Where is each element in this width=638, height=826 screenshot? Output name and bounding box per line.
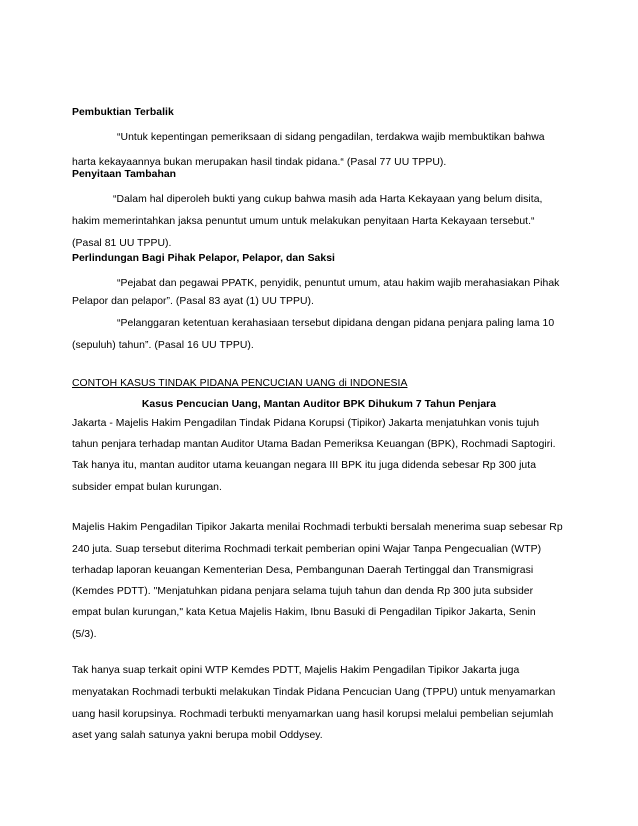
heading-contoh-kasus: CONTOH KASUS TINDAK PIDANA PENCUCIAN UANG di INDONESIA — [72, 378, 408, 389]
paragraph-1-line-1: Jakarta - Majelis Hakim Pengadilan Tindak Pidana Korupsi (Tipikor) Jakarta menjatuhkan vonis tujuh — [72, 418, 540, 429]
paragraph-2-line-1: Majelis Hakim Pengadilan Tipikor Jakarta menilai Rochmadi terbukti bersalah menerima suap sebesar Rp — [72, 522, 563, 533]
quote-pelanggaran-line-2: (sepuluh) tahun”. (Pasal 16 UU TPPU). — [72, 340, 254, 351]
paragraph-3-line-3: uang hasil korupsinya. Rochmadi terbukti menyamarkan uang hasil korupsi melalui pembelian sejumlah — [72, 709, 554, 720]
case-title: Kasus Pencucian Uang, Mantan Auditor BPK Dihukum 7 Tahun Penjara — [141, 399, 497, 410]
paragraph-1-line-2: tahun penjara terhadap mantan Auditor Utama Badan Pemeriksa Keuangan (BPK), Rochmadi Saptogiri. — [72, 439, 556, 450]
paragraph-1-line-3: Tak hanya itu, mantan auditor utama keuangan negara III BPK itu juga didenda sebesar Rp 300 juta — [72, 460, 537, 471]
heading-penyitaan-tambahan: Penyitaan Tambahan — [72, 169, 177, 180]
quote-pembuktian-line-2: harta kekayaannya bukan merupakan hasil tindak pidana.“ (Pasal 77 UU TPPU). — [72, 157, 447, 168]
paragraph-2-line-5: empat bulan kurungan," kata Ketua Majelis Hakim, Ibnu Basuki di Pengadilan Tipikor Jakarta, Senin — [72, 607, 536, 618]
heading-perlindungan: Perlindungan Bagi Pihak Pelapor, Pelapor, dan Saksi — [72, 253, 335, 264]
paragraph-2-line-4: (Kemdes PDTT). "Menjatuhkan pidana penjara selama tujuh tahun dan denda Rp 300 juta subsider — [72, 586, 534, 597]
quote-perlindungan-line-1: “Pejabat dan pegawai PPATK, penyidik, penuntut umum, atau hakim wajib merahasiakan Pihak — [117, 278, 560, 289]
paragraph-3-line-4: aset yang salah satunya yakni berupa mobil Oddysey. — [72, 730, 323, 741]
paragraph-2-line-6: (5/3). — [72, 629, 97, 640]
quote-perlindungan-line-2: Pelapor dan pelapor”. (Pasal 83 ayat (1) UU TPPU). — [72, 296, 314, 307]
quote-pelanggaran-line-1: “Pelanggaran ketentuan kerahasiaan tersebut dipidana dengan pidana penjara paling lama 10 — [117, 318, 555, 329]
quote-penyitaan-line-1: “Dalam hal diperoleh bukti yang cukup bahwa masih ada Harta Kekayaan yang belum disita, — [113, 194, 543, 205]
quote-penyitaan-line-2: hakim memerintahkan jaksa penuntut umum untuk melakukan penyitaan Harta Kekayaan tersebut.“ — [72, 216, 535, 227]
quote-penyitaan-line-3: (Pasal 81 UU TPPU). — [72, 238, 172, 249]
paragraph-2-line-2: 240 juta. Suap tersebut diterima Rochmadi terkait pemberian opini Wajar Tanpa Pengecualian (WTP) — [72, 544, 542, 555]
quote-pembuktian-line-1: “Untuk kepentingan pemeriksaan di sidang pengadilan, terdakwa wajib membuktikan bahwa — [117, 132, 545, 143]
paragraph-3-line-1: Tak hanya suap terkait opini WTP Kemdes PDTT, Majelis Hakim Pengadilan Tipikor Jakarta juga — [72, 665, 520, 676]
heading-pembuktian-terbalik: Pembuktian Terbalik — [72, 107, 174, 118]
paragraph-3-line-2: menyatakan Rochmadi terbukti melakukan Tindak Pidana Pencucian Uang (TPPU) untuk menyamarkan — [72, 687, 556, 698]
paragraph-1-line-4: subsider empat bulan kurungan. — [72, 482, 222, 493]
paragraph-2-line-3: terhadap laporan keuangan Kementerian Desa, Pembangunan Daerah Tertinggal dan Transmigrasi — [72, 565, 534, 576]
